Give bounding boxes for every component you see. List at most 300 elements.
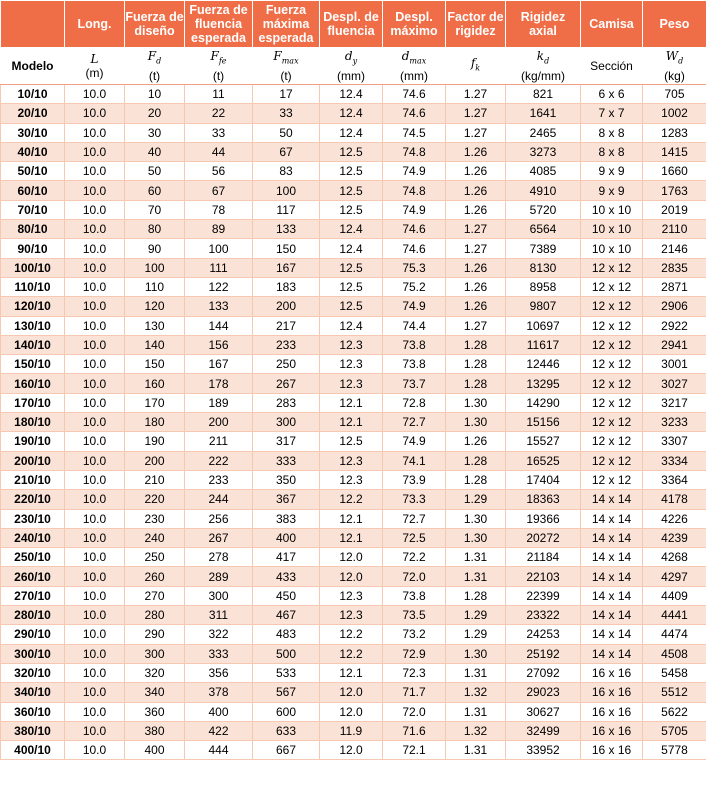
table-cell: 14 x 14 (581, 586, 643, 605)
table-cell: 278 (185, 548, 253, 567)
model-cell: 60/10 (1, 181, 65, 200)
table-cell: 1.30 (446, 509, 506, 528)
table-cell: 222 (185, 451, 253, 470)
model-cell: 130/10 (1, 316, 65, 335)
table-cell: 21184 (506, 548, 581, 567)
table-cell: 300 (253, 413, 320, 432)
table-cell: 10.0 (65, 239, 125, 258)
table-row (1, 181, 706, 200)
table-cell: 3307 (643, 432, 706, 451)
table-row (1, 162, 706, 181)
model-cell: 140/10 (1, 335, 65, 354)
table-cell: 8958 (506, 277, 581, 296)
table-cell: 17 (253, 85, 320, 104)
table-cell: 4268 (643, 548, 706, 567)
table-cell: 2019 (643, 200, 706, 219)
table-cell: 133 (185, 297, 253, 316)
symbol: $k_d$ (536, 49, 550, 66)
table-cell: 567 (253, 683, 320, 702)
table-cell: 160 (125, 374, 185, 393)
model-cell: 400/10 (1, 741, 65, 760)
table-row (1, 335, 706, 354)
table-row (1, 451, 706, 470)
table-cell: 1763 (643, 181, 706, 200)
table-cell: 10.0 (65, 335, 125, 354)
table-cell: 12.4 (320, 104, 383, 123)
table-cell: 12 x 12 (581, 393, 643, 412)
table-row (1, 277, 706, 296)
table-cell: 74.8 (383, 181, 446, 200)
table-cell: 10.0 (65, 413, 125, 432)
table-cell: 10.0 (65, 104, 125, 123)
table-cell: 12.0 (320, 683, 383, 702)
table-cell: 10.0 (65, 162, 125, 181)
table-cell: 500 (253, 644, 320, 663)
table-cell: 317 (253, 432, 320, 451)
table-cell: 1.27 (446, 220, 506, 239)
table-cell: 156 (185, 335, 253, 354)
table-cell: 16 x 16 (581, 663, 643, 682)
model-cell: 300/10 (1, 644, 65, 663)
table-cell: 12.3 (320, 335, 383, 354)
table-cell: 150 (125, 355, 185, 374)
symbol: $F_d$ (147, 49, 162, 66)
table-cell: 12.2 (320, 490, 383, 509)
table-cell: 190 (125, 432, 185, 451)
model-cell: 110/10 (1, 277, 65, 296)
table-cell: 180 (125, 413, 185, 432)
table-cell: 2465 (506, 123, 581, 142)
table-cell: 200 (125, 451, 185, 470)
table-cell: 12.1 (320, 413, 383, 432)
table-cell: 72.1 (383, 741, 446, 760)
table-cell: 10.0 (65, 490, 125, 509)
table-cell: 533 (253, 663, 320, 682)
table-cell: 12.5 (320, 181, 383, 200)
column-header: Despl. de fluencia (320, 1, 383, 48)
model-cell: 20/10 (1, 104, 65, 123)
table-row (1, 200, 706, 219)
table-cell: 74.9 (383, 162, 446, 181)
table-row (1, 509, 706, 528)
table-cell: 72.2 (383, 548, 446, 567)
table-row (1, 625, 706, 644)
table-cell: 170 (125, 393, 185, 412)
table-cell: 10.0 (65, 683, 125, 702)
table-cell: 10.0 (65, 220, 125, 239)
model-cell: 340/10 (1, 683, 65, 702)
table-row (1, 683, 706, 702)
table-row (1, 297, 706, 316)
table-cell: 6564 (506, 220, 581, 239)
table-cell: 3364 (643, 470, 706, 489)
table-cell: 12.1 (320, 509, 383, 528)
model-cell: 210/10 (1, 470, 65, 489)
unit-header (446, 48, 506, 85)
table-cell: 110 (125, 277, 185, 296)
table-cell: 16 x 16 (581, 683, 643, 702)
table-cell: 33 (253, 104, 320, 123)
table-cell: 1.30 (446, 413, 506, 432)
table-cell: 144 (185, 316, 253, 335)
table-cell: 74.5 (383, 123, 446, 142)
table-cell: 1.32 (446, 683, 506, 702)
table-row (1, 239, 706, 258)
table-cell: 217 (253, 316, 320, 335)
table-cell: 5512 (643, 683, 706, 702)
model-cell: 190/10 (1, 432, 65, 451)
model-cell: 10/10 (1, 85, 65, 104)
table-cell: 1415 (643, 142, 706, 161)
table-cell: 16 x 16 (581, 721, 643, 740)
table-row (1, 567, 706, 586)
table-cell: 16 x 16 (581, 741, 643, 760)
table-cell: 8 x 8 (581, 123, 643, 142)
column-header: Fuerza máxima esperada (253, 1, 320, 48)
table-cell: 10 x 10 (581, 239, 643, 258)
unit-header (125, 48, 185, 85)
table-cell: 130 (125, 316, 185, 335)
table-cell: 13295 (506, 374, 581, 393)
table-cell: 150 (253, 239, 320, 258)
column-header: Factor de rigidez (446, 1, 506, 48)
table-cell: 20 (125, 104, 185, 123)
table-cell: 10.0 (65, 297, 125, 316)
table-cell: 210 (125, 470, 185, 489)
model-cell: 240/10 (1, 528, 65, 547)
column-header: Camisa (581, 1, 643, 48)
table-cell: 10.0 (65, 548, 125, 567)
table-cell: 12 x 12 (581, 413, 643, 432)
model-cell: 70/10 (1, 200, 65, 219)
table-cell: 450 (253, 586, 320, 605)
table-cell: 24253 (506, 625, 581, 644)
table-cell: 30 (125, 123, 185, 142)
model-cell: 90/10 (1, 239, 65, 258)
column-header (1, 1, 65, 48)
table-row (1, 220, 706, 239)
table-cell: 1002 (643, 104, 706, 123)
table-cell: 260 (125, 567, 185, 586)
table-cell: 705 (643, 85, 706, 104)
table-cell: 167 (185, 355, 253, 374)
table-cell: 1.28 (446, 374, 506, 393)
table-cell: 30627 (506, 702, 581, 721)
table-cell: 71.6 (383, 721, 446, 740)
model-cell: 260/10 (1, 567, 65, 586)
table-cell: 4409 (643, 586, 706, 605)
table-cell: 290 (125, 625, 185, 644)
table-cell: 10.0 (65, 586, 125, 605)
table-cell: 10.0 (65, 123, 125, 142)
table-cell: 367 (253, 490, 320, 509)
table-cell: 1.26 (446, 142, 506, 161)
table-cell: 12.5 (320, 142, 383, 161)
table-cell: 10 (125, 85, 185, 104)
model-cell: 150/10 (1, 355, 65, 374)
table-cell: 12 x 12 (581, 258, 643, 277)
table-cell: 256 (185, 509, 253, 528)
table-cell: 1.27 (446, 123, 506, 142)
table-cell: 22 (185, 104, 253, 123)
table-cell: 2871 (643, 277, 706, 296)
table-cell: 74.6 (383, 220, 446, 239)
table-cell: 111 (185, 258, 253, 277)
table-cell: 14 x 14 (581, 548, 643, 567)
column-header: Fuerza de fluencia esperada (185, 1, 253, 48)
table-cell: 12.5 (320, 162, 383, 181)
table-cell: 1.26 (446, 181, 506, 200)
model-cell: 250/10 (1, 548, 65, 567)
table-row (1, 258, 706, 277)
table-cell: 270 (125, 586, 185, 605)
table-cell: 4910 (506, 181, 581, 200)
table-cell: 14 x 14 (581, 625, 643, 644)
symbol: $W_d$ (665, 49, 684, 66)
table-row (1, 123, 706, 142)
table-cell: 72.8 (383, 393, 446, 412)
table-cell: 422 (185, 721, 253, 740)
table-cell: 5458 (643, 663, 706, 682)
table-cell: 233 (253, 335, 320, 354)
table-cell: 3001 (643, 355, 706, 374)
table-cell: 380 (125, 721, 185, 740)
table-cell: 200 (185, 413, 253, 432)
table-cell: 1.26 (446, 200, 506, 219)
table-cell: 67 (185, 181, 253, 200)
table-cell: 10.0 (65, 702, 125, 721)
table-cell: 122 (185, 277, 253, 296)
table-cell: 72.7 (383, 413, 446, 432)
table-cell: 72.3 (383, 663, 446, 682)
table-cell: 1.30 (446, 393, 506, 412)
table-cell: 29023 (506, 683, 581, 702)
table-cell: 10.0 (65, 470, 125, 489)
table-cell: 60 (125, 181, 185, 200)
table-cell: 178 (185, 374, 253, 393)
table-cell: 25192 (506, 644, 581, 663)
table-cell: 100 (185, 239, 253, 258)
table-cell: 1.31 (446, 567, 506, 586)
table-cell: 3273 (506, 142, 581, 161)
table-cell: 100 (253, 181, 320, 200)
table-cell: 12 x 12 (581, 277, 643, 296)
table-cell: 12.3 (320, 606, 383, 625)
table-cell: 1.31 (446, 663, 506, 682)
table-cell: 667 (253, 741, 320, 760)
table-cell: 78 (185, 200, 253, 219)
table-row (1, 393, 706, 412)
table-cell: 333 (253, 451, 320, 470)
table-cell: 417 (253, 548, 320, 567)
symbol: $F_{max}$ (273, 49, 299, 66)
model-cell: 280/10 (1, 606, 65, 625)
table-cell: 75.2 (383, 277, 446, 296)
table-cell: 12.5 (320, 258, 383, 277)
table-cell: 200 (253, 297, 320, 316)
table-cell: 18363 (506, 490, 581, 509)
unit-label: (t) (148, 68, 161, 83)
table-cell: 74.9 (383, 200, 446, 219)
table-cell: 12.1 (320, 393, 383, 412)
table-cell: 1.30 (446, 644, 506, 663)
model-cell: 160/10 (1, 374, 65, 393)
table-cell: 189 (185, 393, 253, 412)
table-cell: 1.26 (446, 258, 506, 277)
table-cell: 12.3 (320, 355, 383, 374)
table-cell: 12.3 (320, 470, 383, 489)
table-cell: 267 (253, 374, 320, 393)
table-cell: 3217 (643, 393, 706, 412)
table-cell: 1.28 (446, 335, 506, 354)
table-cell: 8 x 8 (581, 142, 643, 161)
table-cell: 2906 (643, 297, 706, 316)
table-cell: 320 (125, 663, 185, 682)
table-cell: 23322 (506, 606, 581, 625)
table-cell: 10.0 (65, 316, 125, 335)
header-row (1, 1, 706, 48)
table-cell: 1.29 (446, 625, 506, 644)
table-cell: 8130 (506, 258, 581, 277)
table-cell: 74.6 (383, 104, 446, 123)
table-cell: 356 (185, 663, 253, 682)
table-cell: 400 (253, 528, 320, 547)
table-cell: 10.0 (65, 528, 125, 547)
unit-header (506, 48, 581, 85)
table-cell: 50 (253, 123, 320, 142)
table-cell: 73.5 (383, 606, 446, 625)
table-cell: 11617 (506, 335, 581, 354)
table-cell: 10.0 (65, 142, 125, 161)
table-body (1, 85, 706, 760)
table-cell: 11 (185, 85, 253, 104)
table-cell: 5622 (643, 702, 706, 721)
table-cell: 12.2 (320, 625, 383, 644)
table-cell: 5778 (643, 741, 706, 760)
table-cell: 322 (185, 625, 253, 644)
column-header: Rigidez axial (506, 1, 581, 48)
symbol: $F_{fe}$ (210, 49, 227, 66)
table-cell: 6 x 6 (581, 85, 643, 104)
table-cell: 4085 (506, 162, 581, 181)
table-cell: 89 (185, 220, 253, 239)
table-cell: 244 (185, 490, 253, 509)
table-cell: 72.0 (383, 567, 446, 586)
table-cell: 12 x 12 (581, 432, 643, 451)
table-cell: 12 x 12 (581, 355, 643, 374)
table-row (1, 490, 706, 509)
table-cell: 444 (185, 741, 253, 760)
table-cell: 10.0 (65, 393, 125, 412)
table-cell: 12.4 (320, 123, 383, 142)
table-cell: 4226 (643, 509, 706, 528)
table-cell: 340 (125, 683, 185, 702)
symbol: $f_k$ (470, 56, 481, 73)
table-cell: 1283 (643, 123, 706, 142)
column-header: Despl. máximo (383, 1, 446, 48)
table-cell: 12 x 12 (581, 316, 643, 335)
table-row (1, 644, 706, 663)
table-cell: 1.28 (446, 586, 506, 605)
table-cell: 74.4 (383, 316, 446, 335)
table-cell: 10.0 (65, 374, 125, 393)
model-cell: 30/10 (1, 123, 65, 142)
table-cell: 9 x 9 (581, 162, 643, 181)
units-row (1, 48, 706, 85)
model-cell: 290/10 (1, 625, 65, 644)
table-cell: 10.0 (65, 625, 125, 644)
table-cell: 12.4 (320, 316, 383, 335)
table-cell: 10697 (506, 316, 581, 335)
table-cell: 10.0 (65, 200, 125, 219)
table-cell: 1660 (643, 162, 706, 181)
table-cell: 821 (506, 85, 581, 104)
table-cell: 333 (185, 644, 253, 663)
table-cell: 72.7 (383, 509, 446, 528)
table-cell: 83 (253, 162, 320, 181)
table-row (1, 316, 706, 335)
unit-label: Sección (590, 59, 633, 73)
unit-header (643, 48, 706, 85)
table-cell: 1.31 (446, 548, 506, 567)
unit-header (581, 48, 643, 85)
table-cell: 1.26 (446, 297, 506, 316)
table-cell: 12 x 12 (581, 335, 643, 354)
table-cell: 12446 (506, 355, 581, 374)
table-cell: 40 (125, 142, 185, 161)
table-cell: 167 (253, 258, 320, 277)
table-cell: 4178 (643, 490, 706, 509)
table-cell: 73.8 (383, 355, 446, 374)
table-cell: 10 x 10 (581, 200, 643, 219)
unit-header (185, 48, 253, 85)
table-cell: 1.27 (446, 104, 506, 123)
table-row (1, 85, 706, 104)
unit-label: (mm) (337, 68, 365, 83)
unit-label: (kg) (664, 68, 685, 83)
table-cell: 10.0 (65, 258, 125, 277)
table-cell: 12.3 (320, 451, 383, 470)
table-cell: 1.31 (446, 741, 506, 760)
table-row (1, 104, 706, 123)
table-cell: 467 (253, 606, 320, 625)
table-row (1, 721, 706, 740)
symbol: $d_y$ (344, 49, 358, 66)
table-cell: 14 x 14 (581, 644, 643, 663)
table-cell: 73.2 (383, 625, 446, 644)
table-cell: 2941 (643, 335, 706, 354)
table-cell: 74.6 (383, 239, 446, 258)
table-cell: 75.3 (383, 258, 446, 277)
table-cell: 74.6 (383, 85, 446, 104)
table-cell: 220 (125, 490, 185, 509)
unit-label: (t) (212, 68, 225, 83)
table-cell: 300 (185, 586, 253, 605)
table-cell: 233 (185, 470, 253, 489)
table-cell: 15527 (506, 432, 581, 451)
table-cell: 90 (125, 239, 185, 258)
table-cell: 3334 (643, 451, 706, 470)
table-cell: 10.0 (65, 181, 125, 200)
model-cell: 220/10 (1, 490, 65, 509)
table-cell: 73.8 (383, 335, 446, 354)
model-cell: 380/10 (1, 721, 65, 740)
table-cell: 283 (253, 393, 320, 412)
table-cell: 3233 (643, 413, 706, 432)
table-cell: 240 (125, 528, 185, 547)
table-cell: 12.0 (320, 741, 383, 760)
table-cell: 2835 (643, 258, 706, 277)
